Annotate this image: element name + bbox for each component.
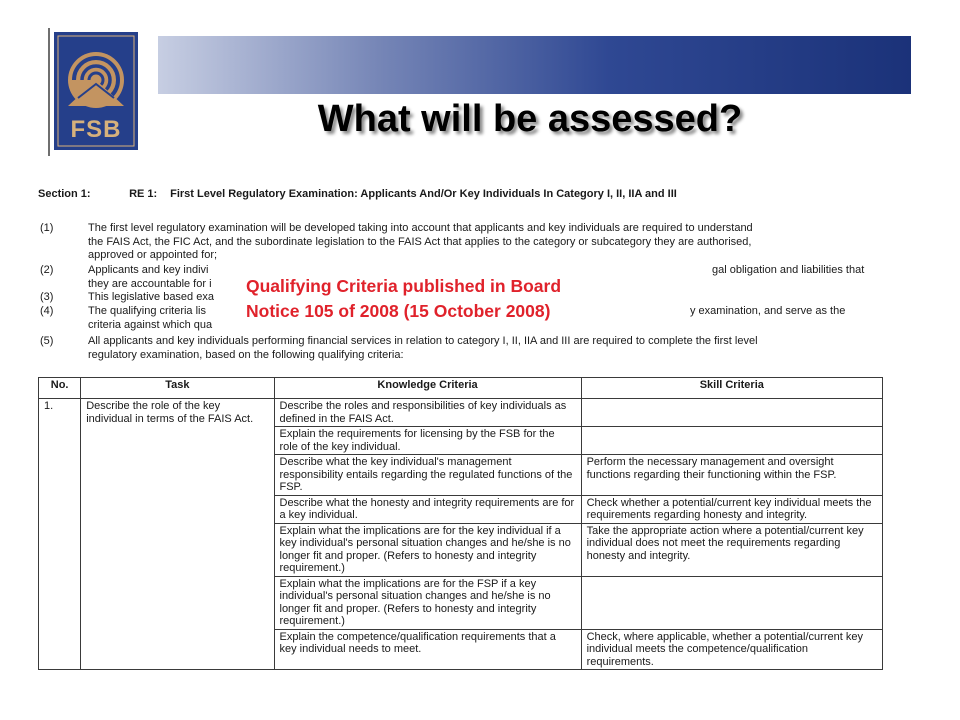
paragraph-number: (3) (40, 291, 54, 303)
paragraph-number: (4) (40, 305, 54, 317)
callout-note (242, 272, 687, 332)
column-header-no: No. (39, 378, 81, 399)
section-title: First Level Regulatory Examination: Applicants And/Or Key Individuals In Category I, II, IIA and III (170, 188, 677, 200)
paragraph-line: approved or appointed for; (88, 249, 218, 261)
row-number: 1. (39, 399, 81, 670)
paragraph-number: (5) (40, 335, 54, 347)
knowledge-cell: Explain the requirements for licensing by the FSB for the role of the key individual. (274, 427, 581, 455)
skill-cell (581, 427, 882, 455)
paragraph-line: regulatory examination, based on the following qualifying criteria: (88, 348, 404, 361)
skill-cell (581, 576, 882, 629)
paragraph-line: All applicants and key individuals performing financial services in relation to category I, II, IIA and III are required to complete the first level (88, 335, 758, 347)
paragraph-line: the FAIS Act, the FIC Act, and the subordinate legislation to the FAIS Act that applies to the category or subcategory they are authorised, (88, 235, 752, 248)
section-heading (38, 188, 677, 200)
criteria-table (38, 377, 883, 670)
callout-line-1: Qualifying Criteria published in Board (246, 276, 562, 296)
skill-cell (581, 399, 882, 427)
fsb-logo-text: FSB (70, 116, 122, 143)
paragraph-1 (88, 222, 928, 263)
task-cell: Describe the role of the key individual in terms of the FAIS Act. (81, 399, 274, 670)
table-header-row (39, 378, 883, 399)
paragraph-number: (1) (40, 222, 54, 234)
page-title: What will be assessed? (317, 98, 743, 140)
skill-cell: Check, where applicable, whether a potential/current key individual meets the competence/qualification requirements. (581, 629, 882, 670)
knowledge-cell: Explain what the implications are for the FSP if a key individual's personal situation changes and he/she is no longer fit and proper. (Refers to honesty and integrity requirement.) (274, 576, 581, 629)
paragraph-number: (2) (40, 264, 54, 276)
paragraph-line: criteria against which qua (88, 318, 213, 331)
skill-cell: Perform the necessary management and oversight functions regarding their functioning within the FSP. (581, 455, 882, 496)
column-header-skill: Skill Criteria (581, 378, 882, 399)
table-row (39, 399, 883, 427)
header-banner (155, 36, 911, 94)
section-number: Section 1: (38, 188, 91, 200)
paragraph-line: The qualifying criteria lis (88, 305, 206, 317)
skill-cell: Take the appropriate action where a potential/current key individual does not meet the requirements regarding honesty and integrity. (581, 523, 882, 576)
callout-line-2: Notice 105 of 2008 (15 October 2008) (246, 301, 551, 321)
skill-cell: Check whether a potential/current key individual meets the requirements regarding honesty and integrity. (581, 495, 882, 523)
knowledge-cell: Describe the roles and responsibilities of key individuals as defined in the FAIS Act. (274, 399, 581, 427)
paragraph-4-tail: y examination, and serve as the (690, 305, 846, 317)
section-code: RE 1: (129, 188, 158, 200)
knowledge-cell: Describe what the key individual's management responsibility entails regarding the regulated functions of the FSP. (274, 455, 581, 496)
column-header-knowledge: Knowledge Criteria (274, 378, 581, 399)
knowledge-cell: Describe what the honesty and integrity requirements are for a key individual. (274, 495, 581, 523)
paragraph-line: This legislative based exa (88, 291, 214, 303)
knowledge-cell: Explain what the implications are for the key individual if a key individual's personal situation changes and he/she is no longer fit and proper. (Refers to honesty and integrity requirement.) (274, 523, 581, 576)
paragraph-line: Applicants and key indivi (88, 264, 209, 276)
knowledge-cell: Explain the competence/qualification requirements that a key individual needs to meet. (274, 629, 581, 670)
paragraph-2-tail: gal obligation and liabilities that (712, 264, 865, 276)
column-header-task: Task (81, 378, 274, 399)
banner-divider (152, 36, 158, 94)
paragraph-5 (88, 335, 928, 362)
paragraph-line: they are accountable for i (88, 277, 212, 290)
paragraph-line: The first level regulatory examination will be developed taking into account that applicants and key individuals are required to understand (88, 222, 753, 234)
